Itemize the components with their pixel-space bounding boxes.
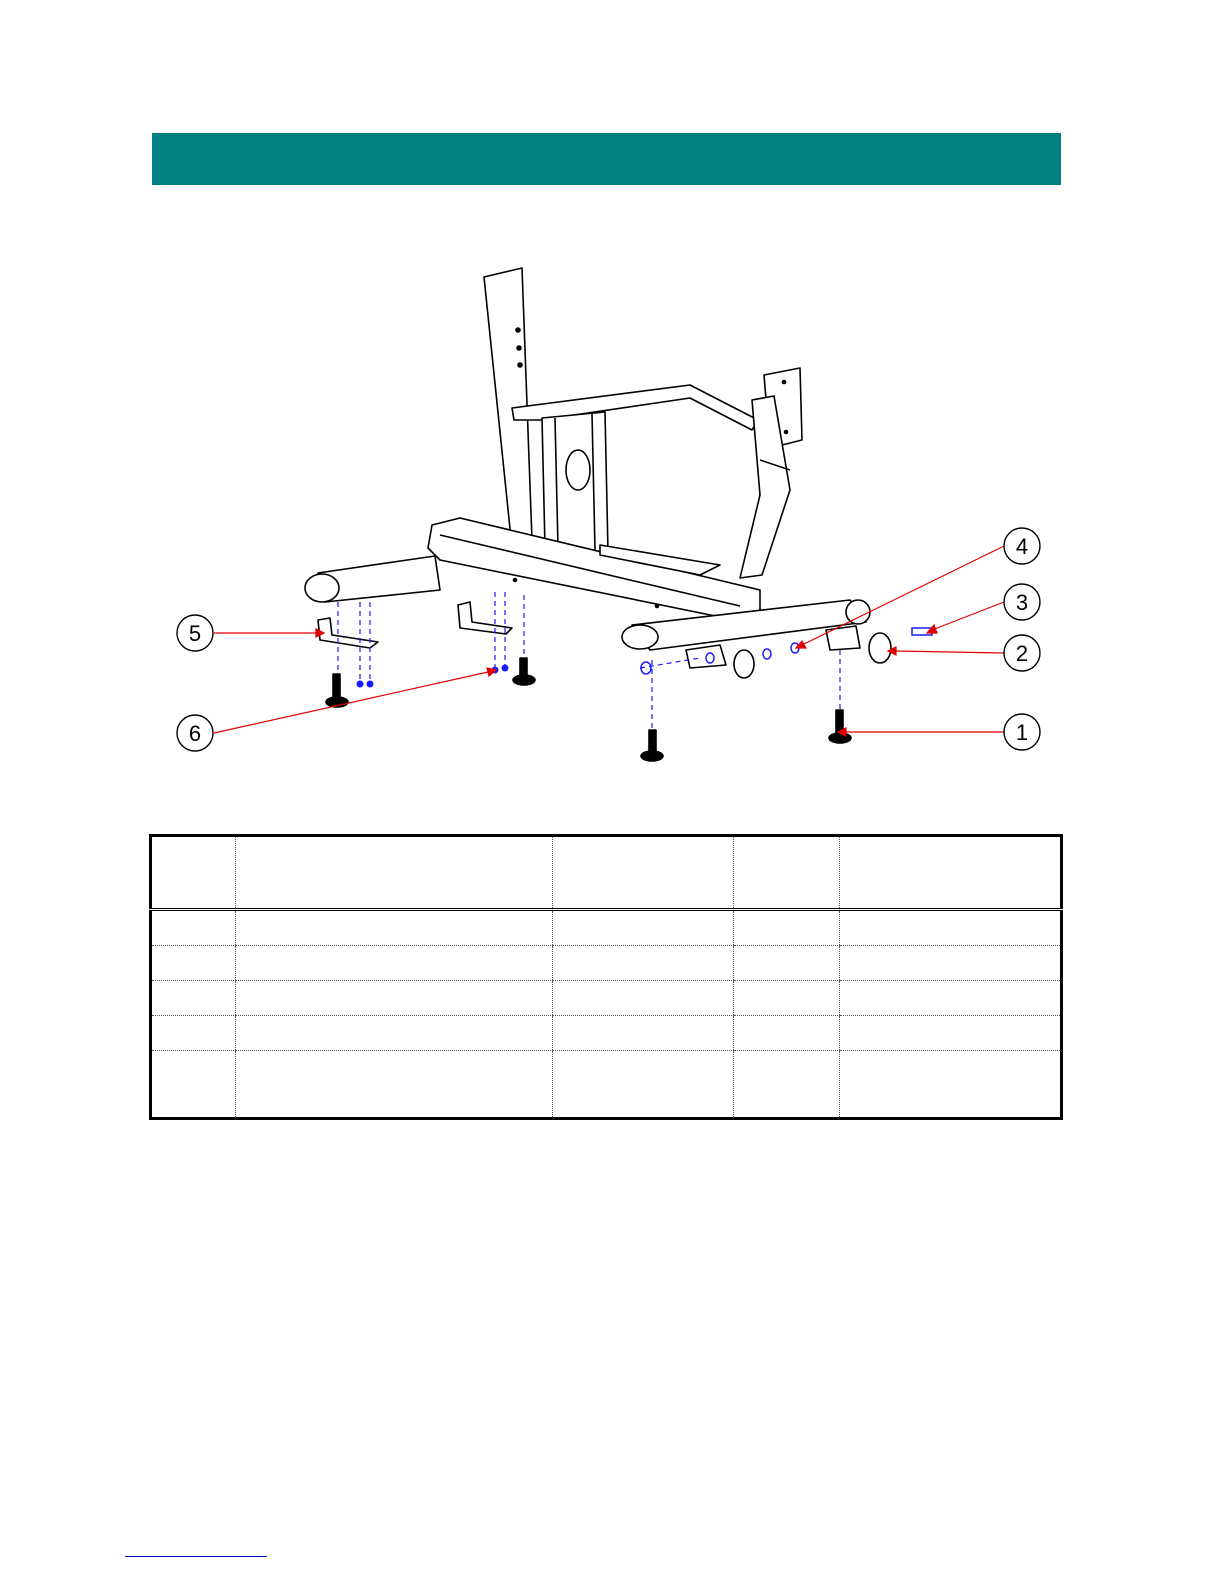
callout-1-label: 1	[1015, 720, 1029, 745]
table-row	[151, 946, 1062, 981]
wheel-right-part	[869, 633, 891, 663]
table-cell	[236, 1016, 553, 1051]
section-header-bar	[152, 133, 1061, 185]
table-cell	[151, 910, 236, 946]
leveler-feet	[326, 658, 851, 761]
exploded-parts-diagram	[150, 255, 1070, 785]
bracket-center	[458, 602, 512, 634]
table-cell	[151, 981, 236, 1016]
header-cell	[151, 836, 236, 910]
table-cell	[840, 1016, 1062, 1051]
table-cell	[734, 910, 840, 946]
wheel-mount-right	[826, 626, 860, 650]
table-row	[151, 981, 1062, 1016]
table-row	[151, 1051, 1062, 1119]
table-cell	[236, 910, 553, 946]
table-cell	[840, 981, 1062, 1016]
table-header-row	[151, 836, 1062, 910]
table-row	[151, 1016, 1062, 1051]
table-cell	[734, 1051, 840, 1119]
table-cell	[734, 1016, 840, 1051]
table-cell	[151, 1051, 236, 1119]
bracket-left	[318, 618, 378, 648]
table-cell	[553, 946, 734, 981]
table-cell	[553, 910, 734, 946]
header-cell	[734, 836, 840, 910]
table-cell	[151, 946, 236, 981]
header-cell	[236, 836, 553, 910]
callout-2-label: 2	[1015, 641, 1029, 666]
table-cell	[840, 910, 1062, 946]
header-cell	[840, 836, 1062, 910]
header-cell	[553, 836, 734, 910]
frame-drawing	[305, 268, 891, 761]
callout-4-label: 4	[1015, 534, 1029, 559]
table-cell	[236, 981, 553, 1016]
table-cell	[553, 981, 734, 1016]
table-cell	[151, 1016, 236, 1051]
table-cell	[553, 1051, 734, 1119]
table-cell	[236, 946, 553, 981]
table-cell	[236, 1051, 553, 1119]
table-cell	[734, 946, 840, 981]
wheel-left-part	[734, 650, 754, 678]
callout-3-label: 3	[1015, 590, 1029, 615]
parts-table	[149, 834, 1063, 1120]
table-cell	[734, 981, 840, 1016]
footer-link-underline[interactable]	[125, 1556, 267, 1557]
table-cell	[553, 1016, 734, 1051]
callout-5-label: 5	[188, 621, 202, 646]
table-row	[151, 910, 1062, 946]
table-cell	[840, 946, 1062, 981]
table-cell	[840, 1051, 1062, 1119]
callout-6-label: 6	[188, 721, 202, 746]
